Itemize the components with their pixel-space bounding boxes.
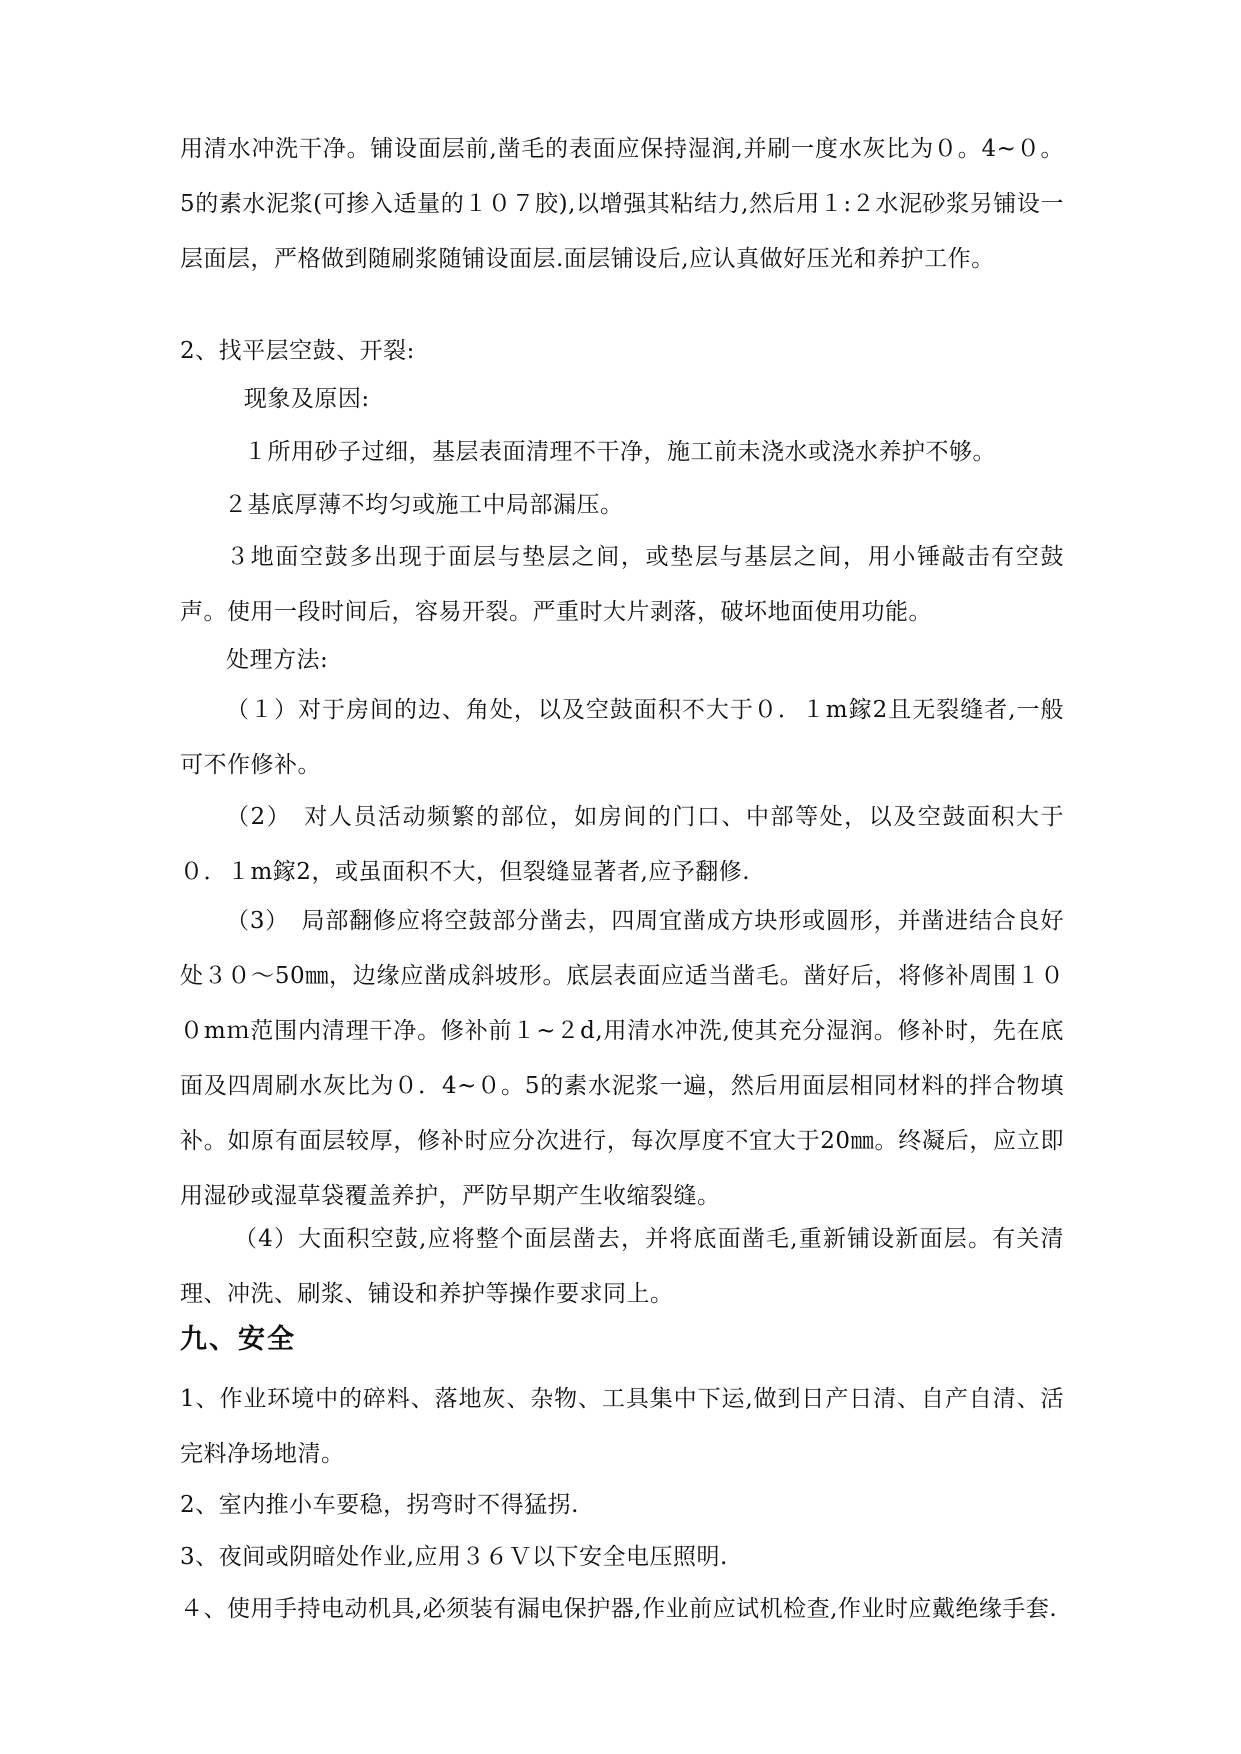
cause-item-1: １所用砂子过细，基层表面清理不干净，施工前未浇水或浇水养护不够。	[244, 439, 996, 465]
intro-paragraph: 用清水冲洗干净。铺设面层前,凿毛的表面应保持湿润,并刷一度水灰比为０。4~０。5的素水泥浆(可掺入适量的１０７胶),以增强其粘结力,然后用１:２水泥砂浆另铺设一层面层，严格做到随刷浆随铺设面层.面层铺设后,应认真做好压光和养护工作。	[180, 136, 1064, 272]
safety-item-2: 2、室内推小车要稳，拐弯时不得猛拐.	[180, 1492, 579, 1518]
method-item-4: （4）大面积空鼓,应将整个面层凿去，并将底面凿毛,重新铺设新面层。有关清理、冲洗、刷浆、铺设和养护等操作要求同上。	[180, 1226, 1064, 1307]
method-item-1: （１）对于房间的边、角处，以及空鼓面积不大于０．１m鎵2且无裂缝者,一般可不作修补。	[180, 697, 1064, 778]
method-item-2: （2） 对人员活动频繁的部位，如房间的门口、中部等处，以及空鼓面积大于０．１m鎵2，或虽面积不大，但裂缝显著者,应予翻修.	[180, 804, 1064, 885]
section-9-title: 九、安全	[180, 1324, 296, 1355]
item2-heading: 2、找平层空鼓、开裂:	[180, 338, 415, 364]
phenomena-label: 现象及原因:	[236, 386, 370, 412]
cause-item-2: ２基底厚薄不均匀或施工中局部漏压。	[224, 492, 624, 518]
method-item-3: （3） 局部翻修应将空鼓部分凿去，四周宜凿成方块形或圆形，并凿进结合良好处３０～50㎜，边缘应凿成斜坡形。底层表面应适当凿毛。凿好后，将修补周围１００mｍ范围内清理干净。修补前１~２d,用清水冲洗,使其充分湿润。修补时，先在底面及四周刷水灰比为０．4~０。5的素水泥浆一遍，然后用面层相同材料的拌合物填补。如原有面层较厚，修补时应分次进行，每次厚度不宜大于20㎜。终凝后，应立即用湿砂或湿草袋覆盖养护，严防早期产生收缩裂缝。	[180, 908, 1064, 1209]
cause-item-3: ３地面空鼓多出现于面层与垫层之间，或垫层与基层之间，用小锤敲击有空鼓声。使用一段时间后，容易开裂。严重时大片剥落，破坏地面使用功能。	[180, 544, 1064, 625]
method-label: 处理方法:	[226, 647, 329, 673]
safety-item-3: 3、夜间或阴暗处作业,应用３６Ｖ以下安全电压照明.	[180, 1544, 728, 1570]
safety-item-4: ４、使用手持电动机具,必须装有漏电保护器,作业前应试机检查,作业时应戴绝缘手套.	[180, 1596, 1058, 1622]
safety-item-1: 1、作业环境中的碎料、落地灰、杂物、工具集中下运,做到日产日清、自产自清、活完料净场地清。	[180, 1386, 1064, 1467]
